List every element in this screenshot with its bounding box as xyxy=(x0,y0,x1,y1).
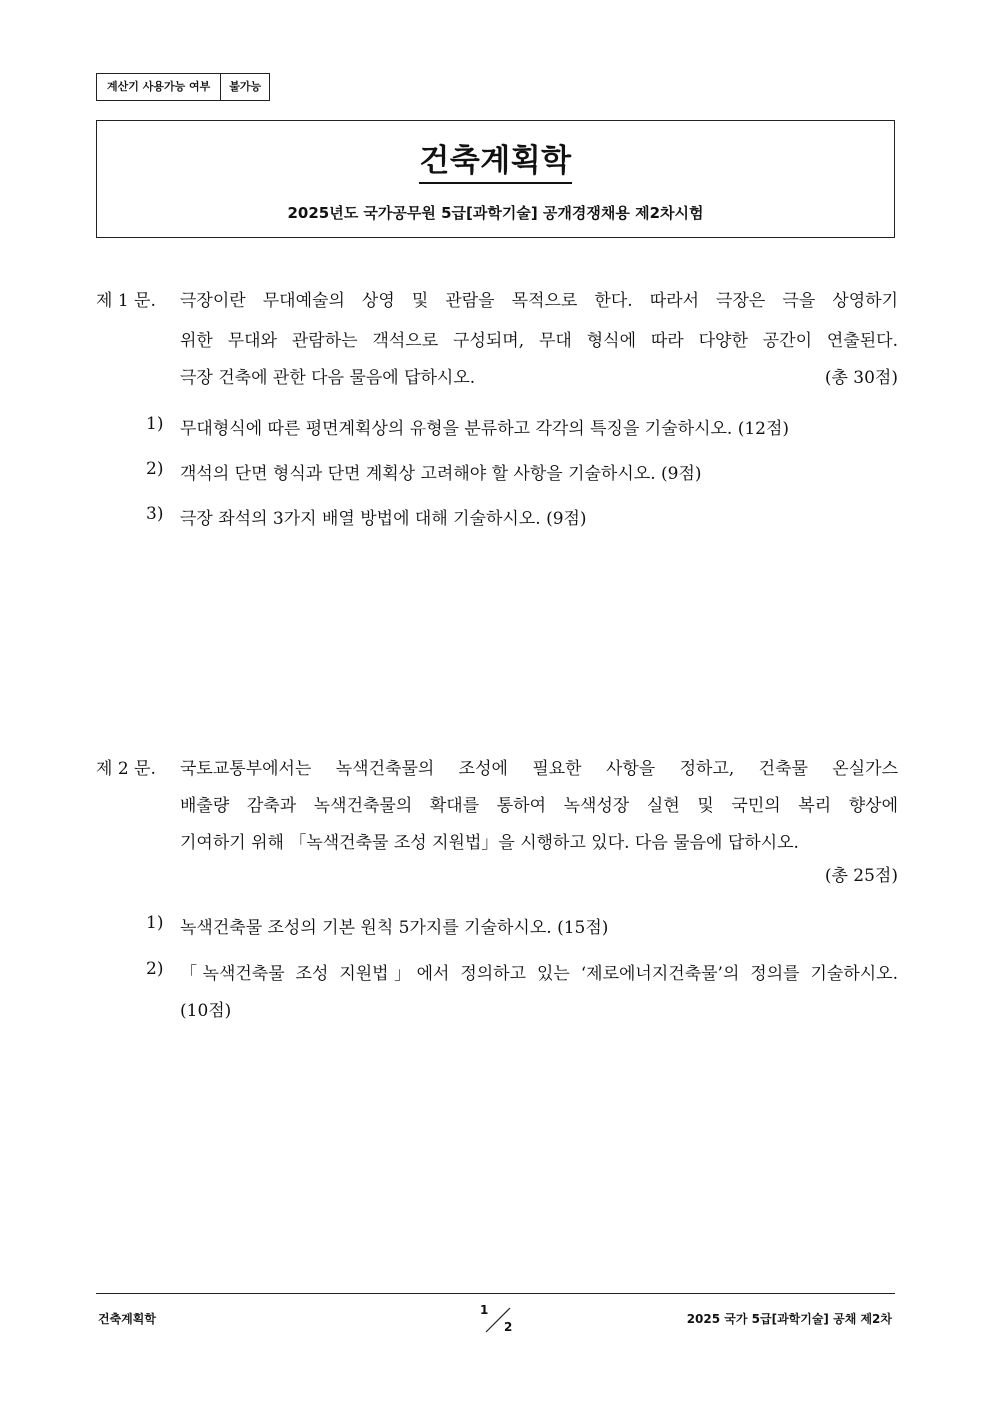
sub-question-text: 객석의 단면 형식과 단면 계획상 고려해야 할 사항을 기술하시오. (9점) xyxy=(180,464,702,484)
sub-question-text: 무대형식에 따른 평면계획상의 유형을 분류하고 각각의 특징을 기술하시오. (12점) xyxy=(180,419,790,439)
sub-question-number: 3) xyxy=(146,504,164,524)
page-slash-icon xyxy=(476,1300,520,1336)
question-stem-line: 극장이란 무대예술의 상영 및 관람을 목적으로 한다. 따라서 극장은 극을 상영하기 xyxy=(180,291,898,311)
sub-question-number: 1) xyxy=(146,414,164,434)
sub-question-number: 1) xyxy=(146,913,164,933)
question-stem-line: 기여하기 위해 「녹색건축물 조성 지원법」을 시행하고 있다. 다음 물음에 답하시오. xyxy=(180,833,799,853)
footer-divider xyxy=(96,1293,895,1294)
sub-question-text: 극장 좌석의 3가지 배열 방법에 대해 기술하시오. (9점) xyxy=(180,509,587,529)
question-stem-line: 극장 건축에 관한 다음 물음에 답하시오. xyxy=(180,368,476,388)
question-number: 제 1 문. xyxy=(96,291,156,311)
question-total-score: (총 30점) xyxy=(824,368,898,388)
sub-question-text: 「녹색건축물 조성 지원법」에서 정의하고 있는 ‘제로에너지건축물’의 정의를 기술하시오. xyxy=(180,964,898,984)
calculator-usage-box xyxy=(96,73,270,101)
page-total: 2 xyxy=(504,1320,513,1334)
footer-subject: 건축계획학 xyxy=(98,1312,156,1326)
page-number xyxy=(476,1300,520,1336)
exam-title: 건축계획학 xyxy=(419,135,571,184)
sub-question-text: 녹색건축물 조성의 기본 원칙 5가지를 기술하시오. (15점) xyxy=(180,918,609,938)
sub-question-text: (10점) xyxy=(180,1001,232,1021)
page-current: 1 xyxy=(480,1303,489,1317)
footer-exam-info: 2025 국가 5급[과학기술] 공채 제2차 xyxy=(686,1312,892,1326)
question-stem-line: 위한 무대와 관람하는 객석으로 구성되며, 무대 형식에 따라 다양한 공간이 연출된다. xyxy=(180,331,898,351)
exam-subtitle: 2025년도 국가공무원 5급[과학기술] 공개경쟁채용 제2차시험 xyxy=(287,204,704,222)
calculator-usage-value: 불가능 xyxy=(220,74,269,100)
sub-question-number: 2) xyxy=(146,459,164,479)
question-number: 제 2 문. xyxy=(96,759,156,779)
question-total-score: (총 25점) xyxy=(824,866,898,886)
question-stem-line: 국토교통부에서는 녹색건축물의 조성에 필요한 사항을 정하고, 건축물 온실가스 xyxy=(180,759,898,779)
exam-title-box xyxy=(96,120,895,238)
calculator-usage-label: 계산기 사용가능 여부 xyxy=(107,80,211,93)
question-stem-line: 배출량 감축과 녹색건축물의 확대를 통하여 녹색성장 실현 및 국민의 복리 향상에 xyxy=(180,796,898,816)
sub-question-number: 2) xyxy=(146,959,164,979)
